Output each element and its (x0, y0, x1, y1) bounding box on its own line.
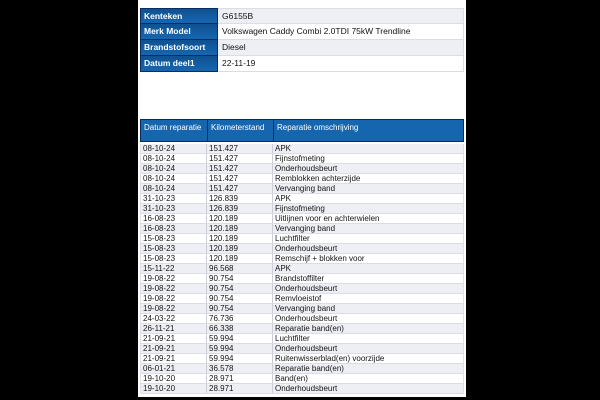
info-label: Kenteken (140, 8, 218, 24)
info-row (140, 8, 464, 24)
info-value: Volkswagen Caddy Combi 2.0TDI 75kW Trendline (218, 24, 464, 40)
report-panel (138, 0, 466, 397)
table-row (141, 294, 463, 304)
table-row (141, 364, 463, 374)
cell-kilometers: 90.754 (207, 284, 273, 293)
info-row (140, 24, 464, 40)
cell-description: Band(en) (275, 374, 308, 383)
cell-kilometers: 151.427 (207, 184, 273, 193)
cell-date: 16-08-23 (141, 214, 207, 223)
cell-kilometers: 120.189 (207, 234, 273, 243)
column-header-kilometerstand: Kilometerstand (207, 120, 273, 141)
table-row (141, 254, 463, 264)
cell-date: 31-10-23 (141, 204, 207, 213)
cell-date: 16-08-23 (141, 224, 207, 233)
cell-kilometers: 120.189 (207, 214, 273, 223)
cell-kilometers: 120.189 (207, 254, 273, 263)
cell-description: Onderhoudsbeurt (275, 164, 338, 173)
table-header-row (140, 119, 464, 142)
cell-kilometers: 59.994 (207, 334, 273, 343)
info-value: G6155B (218, 8, 464, 24)
cell-date: 21-09-21 (141, 354, 207, 363)
cell-date: 08-10-24 (141, 154, 207, 163)
cell-description: Reparatie band(en) (275, 324, 344, 333)
column-header-datum-reparatie: Datum reparatie (144, 123, 202, 132)
table-row (141, 234, 463, 244)
info-value: 22-11-19 (218, 56, 464, 72)
cell-date: 08-10-24 (141, 184, 207, 193)
info-row (140, 40, 464, 56)
cell-date: 21-09-21 (141, 334, 207, 343)
table-row (141, 184, 463, 194)
cell-description: Onderhoudsbeurt (275, 244, 338, 253)
column-header-reparatie-omschrijving: Reparatie omschrijving (273, 120, 463, 141)
cell-description: Onderhoudsbeurt (275, 314, 338, 323)
cell-date: 15-08-23 (141, 234, 207, 243)
cell-kilometers: 96.568 (207, 264, 273, 273)
table-row (141, 194, 463, 204)
cell-description: Vervanging band (275, 184, 336, 193)
cell-kilometers: 151.427 (207, 164, 273, 173)
cell-date: 06-01-21 (141, 364, 207, 373)
cell-kilometers: 76.736 (207, 314, 273, 323)
table-row (141, 274, 463, 284)
table-row (141, 224, 463, 234)
table-row (141, 204, 463, 214)
cell-date: 19-10-20 (141, 374, 207, 383)
cell-kilometers: 59.994 (207, 344, 273, 353)
vehicle-info-table (140, 8, 464, 72)
info-label: Brandstofsoort (140, 40, 218, 56)
cell-description: Luchtfilter (275, 334, 310, 343)
cell-date: 15-11-22 (141, 264, 207, 273)
cell-description: APK (275, 264, 292, 273)
cell-date: 08-10-24 (141, 144, 207, 153)
cell-kilometers: 151.427 (207, 144, 273, 153)
cell-kilometers: 59.994 (207, 354, 273, 363)
cell-kilometers: 126.839 (207, 194, 273, 203)
cell-date: 24-03-22 (141, 314, 207, 323)
cell-description: Uitlijnen voor en achterwielen (275, 214, 380, 223)
cell-date: 26-11-21 (141, 324, 207, 333)
cell-kilometers: 90.754 (207, 294, 273, 303)
cell-kilometers: 120.189 (207, 244, 273, 253)
table-row (141, 344, 463, 354)
cell-description: Onderhoudsbeurt (275, 284, 338, 293)
cell-description: Remvloeistof (275, 294, 322, 303)
cell-description: Onderhoudsbeurt (275, 384, 338, 393)
cell-kilometers: 151.427 (207, 154, 273, 163)
table-row (141, 374, 463, 384)
cell-date: 19-10-20 (141, 384, 207, 393)
cell-kilometers: 36.578 (207, 364, 273, 373)
table-row (141, 174, 463, 184)
table-row (141, 164, 463, 174)
repair-history-table (140, 119, 464, 394)
cell-description: Fijnstofmeting (275, 154, 325, 163)
table-row (141, 334, 463, 344)
cell-description: Vervanging band (275, 304, 336, 313)
table-row (141, 154, 463, 164)
cell-kilometers: 90.754 (207, 274, 273, 283)
cell-kilometers: 120.189 (207, 224, 273, 233)
cell-date: 15-08-23 (141, 254, 207, 263)
table-row (141, 314, 463, 324)
cell-kilometers: 126.839 (207, 204, 273, 213)
cell-kilometers: 151.427 (207, 174, 273, 183)
cell-date: 19-08-22 (141, 304, 207, 313)
table-row (141, 284, 463, 294)
cell-description: Onderhoudsbeurt (275, 344, 338, 353)
cell-kilometers: 66.338 (207, 324, 273, 333)
cell-date: 21-09-21 (141, 344, 207, 353)
cell-description: Ruitenwisserblad(en) voorzijde (275, 354, 385, 363)
cell-date: 31-10-23 (141, 194, 207, 203)
cell-description: Fijnstofmeting (275, 204, 325, 213)
cell-date: 19-08-22 (141, 274, 207, 283)
table-row (141, 214, 463, 224)
table-row (141, 264, 463, 274)
info-value: Diesel (218, 40, 464, 56)
cell-description: Reparatie band(en) (275, 364, 344, 373)
table-row (141, 144, 463, 154)
cell-kilometers: 28.971 (207, 384, 273, 393)
table-row (141, 244, 463, 254)
cell-date: 15-08-23 (141, 244, 207, 253)
cell-description: Luchtfilter (275, 234, 310, 243)
table-row (141, 324, 463, 334)
cell-description: APK (275, 144, 292, 153)
cell-description: Remschijf + blokken voor (275, 254, 365, 263)
cell-description: APK (275, 194, 292, 203)
cell-kilometers: 90.754 (207, 304, 273, 313)
table-row (141, 304, 463, 314)
cell-date: 08-10-24 (141, 164, 207, 173)
cell-description: Vervanging band (275, 224, 336, 233)
table-row (141, 384, 463, 394)
cell-date: 08-10-24 (141, 174, 207, 183)
table-row (141, 354, 463, 364)
info-label: Merk Model (140, 24, 218, 40)
table-body (140, 144, 464, 394)
info-label: Datum deel1 (140, 56, 218, 72)
cell-kilometers: 28.971 (207, 374, 273, 383)
cell-date: 19-08-22 (141, 284, 207, 293)
cell-description: Brandstoffilter (275, 274, 325, 283)
info-row (140, 56, 464, 72)
cell-date: 19-08-22 (141, 294, 207, 303)
cell-description: Remblokken achterzijde (275, 174, 361, 183)
